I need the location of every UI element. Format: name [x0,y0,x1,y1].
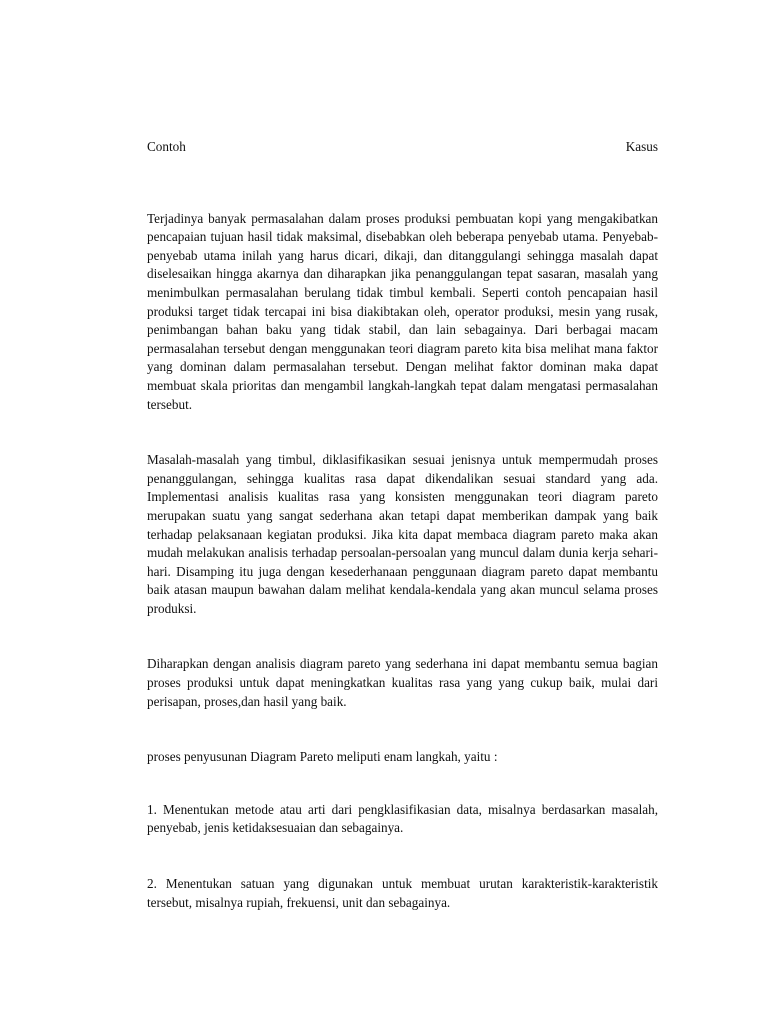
spacer [147,838,658,875]
spacer [147,618,658,655]
spacer [147,414,658,451]
paragraph-expectation: Diharapkan dengan analisis diagram pareto yang sederhana ini dapat membantu semua bagian proses produksi untuk dapat meningkatkan kualitas rasa yang yang cukup baik, mulai dari perisapan, proses,dan hasil yang baik. [147,656,658,709]
paragraph-steps-intro: proses penyusunan Diagram Pareto meliputi enam langkah, yaitu : [147,749,498,765]
document-content [147,138,658,912]
heading-left: Contoh [147,139,186,154]
paragraph-classification: Masalah-masalah yang timbul, diklasifikasikan sesuai jenisnya untuk mempermudah proses penanggulangan, sehingga kualitas rasa dapat dikendalikan sesuai standard yang ada. Implementasi analisis kualitas rasa yang konsisten menggunakan teori diagram pareto merupakan suatu yang sangat sederhana akan tetapi dapat memberikan dampak yang baik terhadap pelaksanaan kegiatan produksi. Jika kita dapat membaca diagram pareto maka akan mudah melakukan analisis terhadap persoalan-persoalan yang muncul dalam dunia kerja sehari-hari. Disamping itu juga dengan kesederhanaan penggunaan diagram pareto dapat membantu baik atasan maupun bawahan dalam melihat kendala-kendala yang akan muncul selama proses produksi. [147,452,658,616]
step-2: 2. Menentukan satuan yang digunakan untuk membuat urutan karakteristik-karakteristik tersebut, misalnya rupiah, frekuensi, unit dan sebagainya. [147,876,658,910]
heading-right: Kasus [625,139,658,154]
spacer [147,767,658,801]
document-heading [147,138,658,157]
step-1: 1. Menentukan metode atau arti dari pengklasifikasian data, misalnya berdasarkan masalah, penyebab, jenis ketidaksesuaian dan sebagainya. [147,801,658,836]
paragraph-intro: Terjadinya banyak permasalahan dalam proses produksi pembuatan kopi yang mengakibatkan pencapaian tujuan hasil tidak maksimal, disebabkan oleh beberapa penyebab utama. Penyebab-penyebab utama inilah yang harus dicari, dikaji, dan ditanggulangi sehingga masalah dapat diselesaikan hingga akarnya dan diharapkan jika penanggulangan tepat sasaran, masalah yang menimbulkan permasalahan berulang tidak timbul kembali. Seperti contoh pencapaian hasil produksi target tidak tercapai ini bisa diakibtakan oleh, operator produksi, mesin yang rusak, penimbangan bahan baku yang tidak stabil, dan lain sebagainya. Dari berbagai macam permasalahan tersebut dengan menggunakan teori diagram pareto kita bisa melihat mana faktor yang dominan dalam permasalahan tersebut. Dengan melihat faktor dominan maka dapat membuat skala prioritas dan mengambil langkah-langkah tepat dalam mengatasi permasalahan tersebut. [147,210,658,412]
spacer [147,711,658,748]
spacer [147,157,658,210]
